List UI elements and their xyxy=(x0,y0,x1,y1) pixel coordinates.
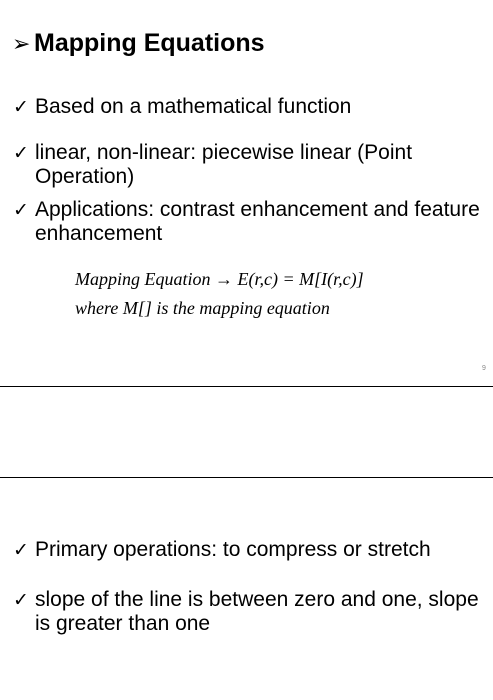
arrow-bullet-icon: ➢ xyxy=(12,31,31,56)
checkmark-icon: ✓ xyxy=(13,96,29,118)
bullet-text: Primary operations: to compress or stretch xyxy=(35,538,431,561)
checkmark-icon: ✓ xyxy=(13,199,29,221)
mapping-equation-note: where M[] is the mapping equation xyxy=(75,298,330,318)
checkmark-icon: ✓ xyxy=(13,589,29,611)
bullet-item xyxy=(13,198,483,246)
bullet-text: slope of the line is between zero and one, slope is greater than one xyxy=(35,588,479,635)
bullet-text: linear, non-linear: piecewise linear (Point Operation) xyxy=(35,141,413,188)
slide-divider xyxy=(0,477,493,478)
slide-heading xyxy=(12,26,265,61)
bullet-item xyxy=(13,588,483,636)
checkmark-icon: ✓ xyxy=(13,539,29,561)
bullet-item xyxy=(13,95,483,119)
bullet-item xyxy=(13,141,483,189)
bullet-text: Based on a mathematical function xyxy=(35,95,352,118)
bullet-text: Applications: contrast enhancement and feature enhancement xyxy=(35,198,480,245)
mapping-equation: Mapping Equation → E(r,c) = M[I(r,c)] xyxy=(75,269,364,289)
page-number: 9 xyxy=(482,365,486,372)
bullet-item xyxy=(13,538,483,562)
slide-divider xyxy=(0,386,493,387)
slide-heading-text: Mapping Equations xyxy=(34,29,265,57)
checkmark-icon: ✓ xyxy=(13,142,29,164)
